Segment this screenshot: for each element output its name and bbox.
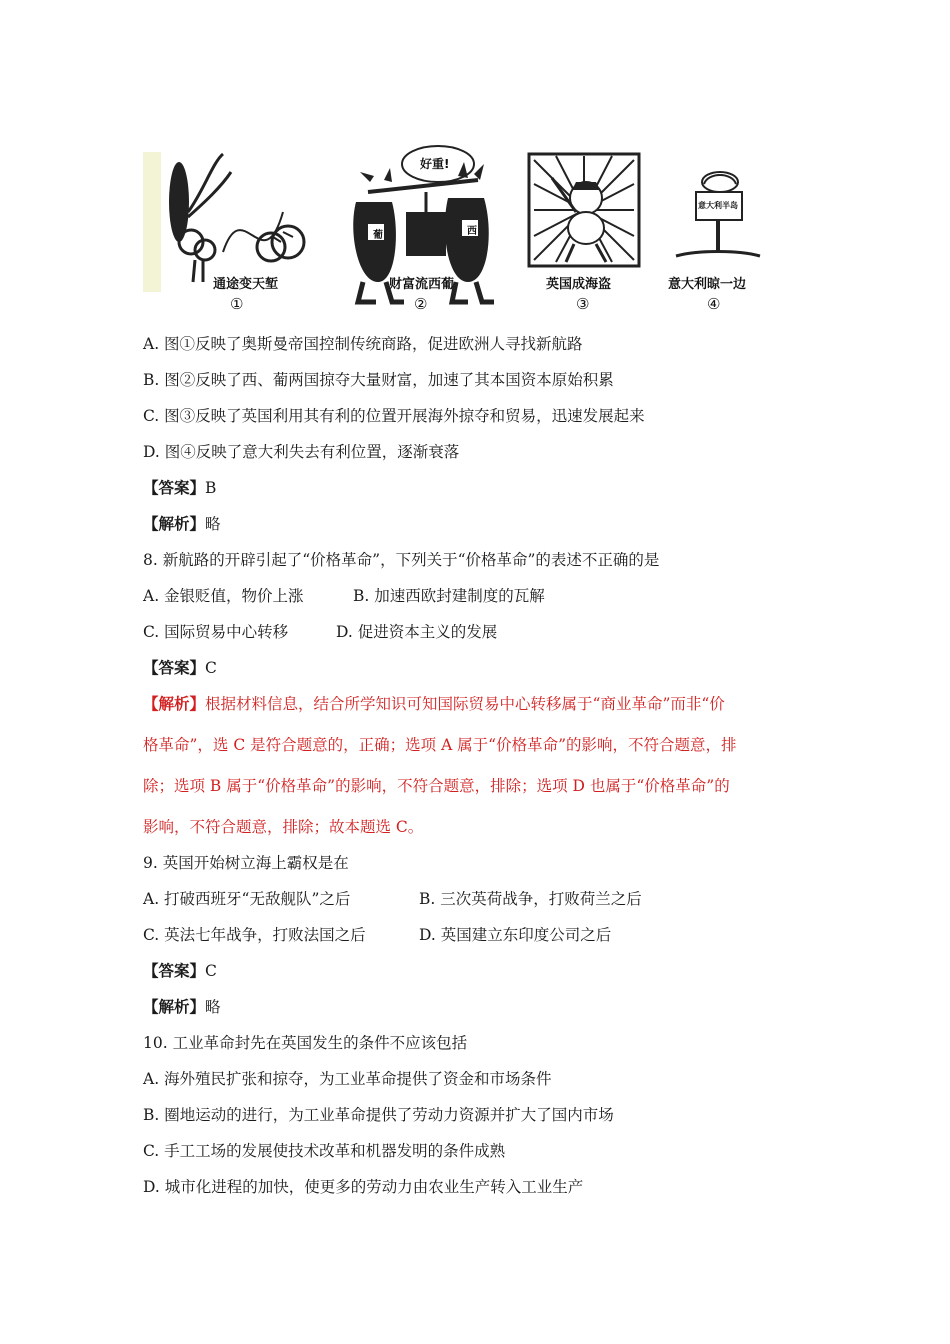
q9-option-a: A. 打破西班牙“无敌舰队”之后 (143, 890, 351, 908)
bag-label-right: 西 (467, 226, 477, 237)
q7-option-c: C. 图③反映了英国利用其有利的位置开展海外掠夺和贸易，迅速发展起来 (143, 407, 645, 425)
cartoon-panel-2 (348, 132, 498, 322)
q8-analysis-line-3: 除；选项 B 属于“价格革命”的影响，不符合题意，排除；选项 D 也属于“价格革命”的 (143, 777, 730, 795)
q8-answer (143, 657, 217, 679)
cartoon-4-image (668, 132, 765, 322)
caption-4: 意大利晾一边 (668, 277, 747, 292)
bag-label-left: 葡 (373, 230, 383, 241)
number-1: ① (230, 295, 244, 313)
q9-answer (143, 960, 217, 982)
q9-option-d: D. 英国建立东印度公司之后 (419, 926, 612, 944)
cartoon-panel-3 (526, 132, 641, 322)
answer-tag: 【答案】 (143, 658, 206, 677)
speech-bubble-text: 好重! (420, 157, 450, 171)
q8-analysis-line-2: 格革命”，选 C 是符合题意的，正确；选项 A 属于“价格革命”的影响，不符合题意，排 (143, 736, 737, 754)
analysis-text: 略 (205, 515, 221, 533)
q8-stem: 8. 新航路的开辟引起了“价格革命”，下列关于“价格革命”的表述不正确的是 (143, 551, 660, 569)
q10-option-a: A. 海外殖民扩张和掠夺，为工业革命提供了资金和市场条件 (143, 1070, 552, 1088)
q10-option-b: B. 圈地运动的进行，为工业革命提供了劳动力资源并扩大了国内市场 (143, 1106, 614, 1124)
q8-option-a: A. 金银贬值，物价上涨 (143, 587, 304, 605)
q7-option-a: A. 图①反映了奥斯曼帝国控制传统商路，促进欧洲人寻找新航路 (143, 335, 583, 353)
q9-options-row-1 (143, 888, 642, 910)
q9-stem: 9. 英国开始树立海上霸权是在 (143, 854, 349, 872)
q7-answer (143, 477, 216, 499)
cartoon-panel-1 (143, 132, 318, 322)
answer-value: B (205, 479, 217, 497)
q8-option-b: B. 加速西欧封建制度的瓦解 (353, 587, 545, 605)
q10-stem: 10. 工业革命封先在英国发生的条件不应该包括 (143, 1034, 468, 1052)
cartoon-3-image (526, 132, 641, 322)
q9-option-b: B. 三次英荷战争，打败荷兰之后 (419, 890, 642, 908)
caption-2: 财富流西葡 (389, 277, 455, 292)
q7-analysis (143, 513, 221, 535)
answer-value: C (205, 962, 217, 980)
sign-text: 意大利半岛 (698, 201, 738, 210)
answer-tag: 【答案】 (143, 961, 206, 980)
analysis-tag: 【解析】 (143, 514, 206, 533)
q7-option-b: B. 图②反映了西、葡两国掠夺大量财富，加速了其本国资本原始积累 (143, 371, 614, 389)
cartoon-figure (143, 132, 765, 322)
q8-analysis-line-1 (143, 693, 725, 715)
cartoon-1-image (143, 132, 318, 322)
q10-option-d: D. 城市化进程的加快，使更多的劳动力由农业生产转入工业生产 (143, 1178, 584, 1196)
q8-option-d: D. 促进资本主义的发展 (336, 623, 498, 641)
cartoon-panel-4 (668, 132, 765, 322)
q8-option-c: C. 国际贸易中心转移 (143, 623, 289, 641)
q9-option-c: C. 英法七年战争，打败法国之后 (143, 926, 366, 944)
q7-option-d: D. 图④反映了意大利失去有利位置，逐渐衰落 (143, 443, 460, 461)
analysis-text: 略 (205, 998, 221, 1016)
q10-option-c: C. 手工工场的发展使技术改革和机器发明的条件成熟 (143, 1142, 506, 1160)
number-3: ③ (576, 295, 590, 313)
q8-options-row-2 (143, 621, 497, 643)
caption-3: 英国成海盗 (546, 277, 612, 292)
analysis-tag: 【解析】 (143, 694, 206, 713)
answer-value: C (205, 659, 217, 677)
q9-options-row-2 (143, 924, 611, 946)
number-4: ④ (707, 295, 721, 313)
q9-analysis (143, 996, 221, 1018)
analysis-text: 根据材料信息，结合所学知识可知国际贸易中心转移属于“商业革命”而非“价 (205, 695, 725, 713)
number-2: ② (414, 295, 428, 313)
q8-options-row-1 (143, 585, 545, 607)
caption-1: 通途变天堑 (213, 277, 279, 292)
answer-tag: 【答案】 (143, 478, 206, 497)
analysis-tag: 【解析】 (143, 997, 206, 1016)
q8-analysis-line-4: 影响，不符合题意，排除；故本题选 C。 (143, 818, 424, 836)
